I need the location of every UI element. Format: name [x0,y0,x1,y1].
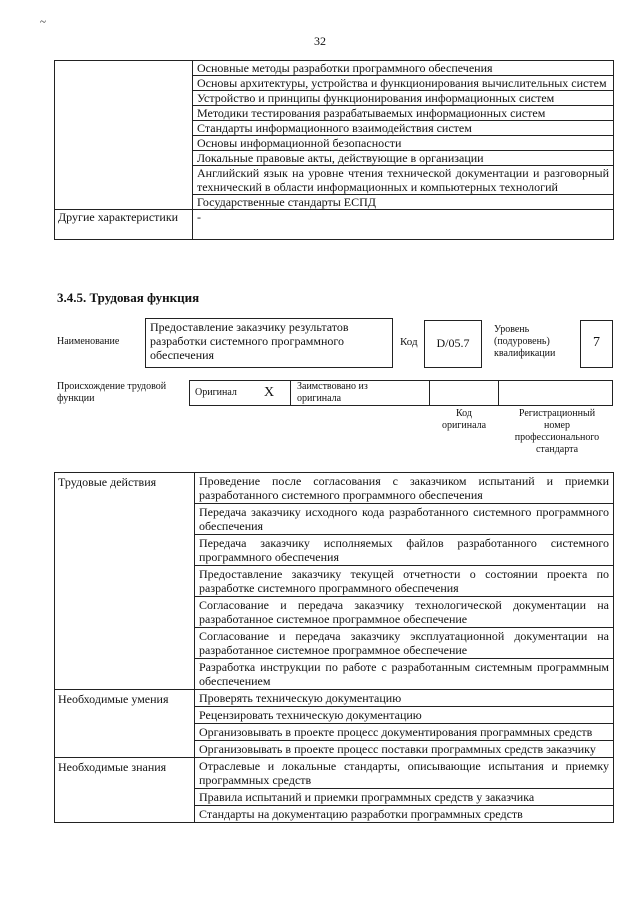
origin-label: Происхождение трудовой функции [57,381,167,404]
other-characteristics-label: Другие характеристики [55,210,193,240]
labor-action-item: Согласование и передача заказчику эксплуатационной документации на разработанное системное программное обеспечение [195,628,614,659]
labor-action-item: Предоставление заказчику текущей отчетности о состоянии проекта по разработке системного программного обеспечения [195,566,614,597]
knowledge-item: Локальные правовые акты, действующие в организации [193,151,614,166]
labor-action-item: Проведение после согласования с заказчиком испытаний и приемки разработанного системного программного обеспечения [195,473,614,504]
code-original-label: Код оригинала [441,408,487,431]
skill-item: Организовывать в проекте процесс поставки программных средств заказчику [195,741,614,758]
labor-action-item: Согласование и передача заказчику технологической документации на разработанное системное программное обеспечение [195,597,614,628]
level-label: Уровень (подуровень) квалификации [494,324,556,359]
knowledge-item: Английский язык на уровне чтения технической документации и разговорный технический в области информационных и компьютерных технологий [193,166,614,195]
labor-action-item: Передача заказчику исходного кода разработанного системного программного обеспечения [195,504,614,535]
scan-mark: ~ [40,16,46,28]
reg-number-label: Регистрационный номер профессионального стандарта [514,408,600,455]
labor-actions-label: Трудовые действия [55,473,195,690]
required-knowledge-label: Необходимые знания [55,758,195,823]
knowledge-item: Основы информационной безопасности [193,136,614,151]
code-value: D/05.7 [436,336,470,350]
page-number: 32 [314,34,326,48]
knowledge-item: Устройство и принципы функционирования информационных систем [193,91,614,106]
skill-item: Проверять техническую документацию [195,690,614,707]
other-characteristics-value: - [193,210,614,240]
reg-number-box [498,380,613,406]
knowledge-table-continued [54,60,614,240]
original-mark: X [264,385,275,400]
code-label: Код [400,336,418,348]
knowledge-item: Основные методы разработки программного обеспечения [193,61,614,76]
skill-item: Рецензировать техническую документацию [195,707,614,724]
knowledge-item: Основы архитектуры, устройства и функционирования вычислительных систем [193,76,614,91]
level-value: 7 [593,335,600,350]
borrowed-label: Заимствовано из оригинала [297,381,368,404]
knowledge-item: Государственные стандарты ЕСПД [193,195,614,210]
knowledge-item: Отраслевые и локальные стандарты, описывающие испытания и приемку программных средств [195,758,614,789]
required-skills-label: Необходимые умения [55,690,195,758]
knowledge-item: Стандарты на документацию разработки программных средств [195,806,614,823]
labor-function-table [54,472,614,823]
empty-label-cell [55,61,193,210]
section-title: 3.4.5. Трудовая функция [57,290,200,305]
labor-action-item: Разработка инструкции по работе с разработанным системным программным обеспечением [195,659,614,690]
code-original-box [429,380,499,406]
labor-action-item: Передача заказчику исполняемых файлов разработанного системного программного обеспечения [195,535,614,566]
name-value: Предоставление заказчику результатов разработки системного программного обеспечения [150,320,349,362]
name-label: Наименование [57,336,120,347]
knowledge-item: Методики тестирования разрабатываемых информационных систем [193,106,614,121]
knowledge-item: Стандарты информационного взаимодействия систем [193,121,614,136]
original-label: Оригинал [195,387,237,398]
skill-item: Организовывать в проекте процесс документирования программных средств [195,724,614,741]
knowledge-item: Правила испытаний и приемки программных средств у заказчика [195,789,614,806]
